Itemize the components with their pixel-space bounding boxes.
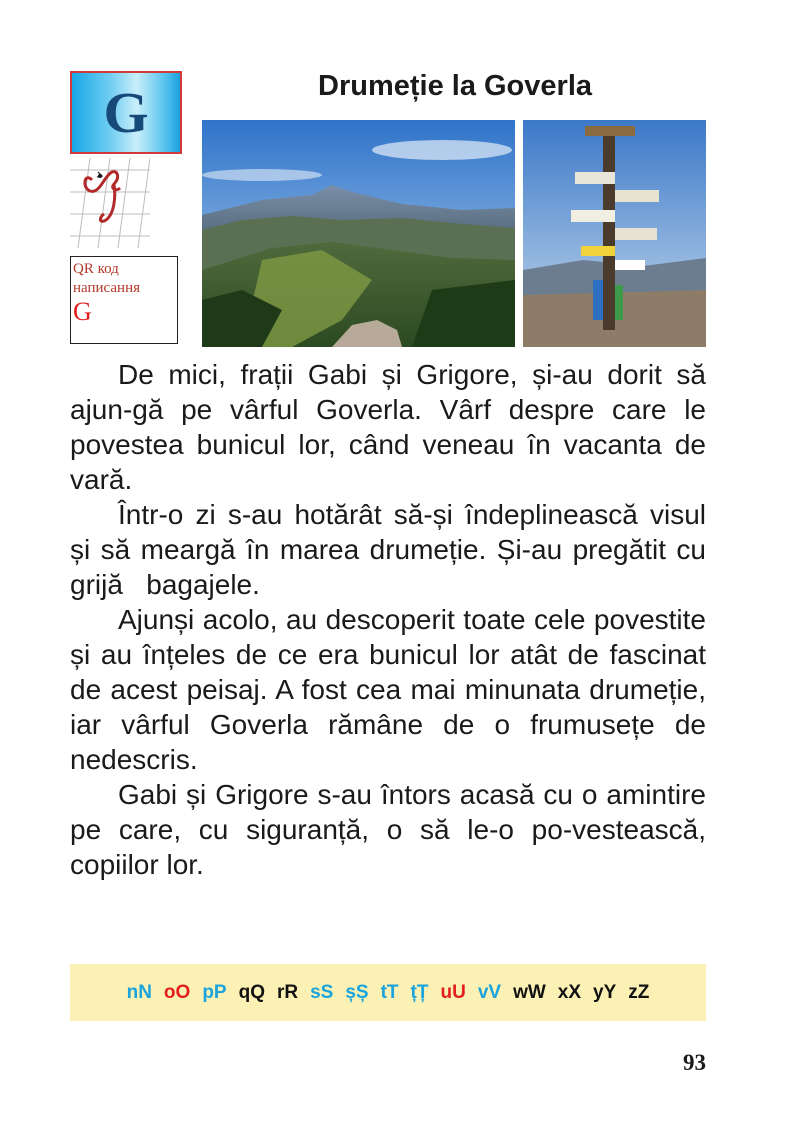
- letter-card: [70, 71, 182, 154]
- page-number: 93: [683, 1050, 706, 1075]
- qr-code-card[interactable]: [70, 256, 178, 344]
- letter-card-letter: G: [103, 79, 149, 145]
- alphabet-letter-pair: șȘ: [345, 981, 369, 1003]
- alphabet-letter-pair: tT: [380, 981, 399, 1003]
- alphabet-letter-pair: xX: [557, 981, 582, 1003]
- story-paragraph: Într-o zi s-au hotărât să-și îndeplinească visul și să meargă în marea drumeție. Și-au pregătit cu grijă bagajele.: [70, 499, 714, 600]
- summit-signpost-photo: [523, 120, 706, 347]
- alphabet-letter-pair: qQ: [238, 981, 265, 1003]
- alphabet-letter-pair: rR: [276, 981, 299, 1003]
- handwriting-sample: [70, 158, 150, 248]
- page-title: Drumeție la Goverla: [318, 70, 592, 102]
- alphabet-letter-pair: zZ: [628, 981, 650, 1003]
- story-paragraph: De mici, frații Gabi și Grigore, și-au dorit să ajun-gă pe vârful Goverla. Vârf despre care le povestea bunicul lor, când veneau în vacanta de vară.: [70, 359, 706, 495]
- alphabet-letter-pair: wW: [513, 981, 546, 1003]
- qr-label-line2: написання: [73, 280, 140, 296]
- story-paragraph: Ajunși acolo, au descoperit toate cele povestite și au înțeles de ce era bunicul lor atât de fascinat de acest peisaj. A fost cea mai minunata drumeție, iar vârful Goverla rămâne de o frumusețe de nedescris.: [70, 604, 706, 775]
- alphabet-letter-pair: uU: [440, 981, 466, 1003]
- alphabet-letter-pair: vV: [477, 981, 502, 1003]
- alphabet-strip: [70, 964, 706, 1021]
- alphabet-letter-pair: țȚ: [410, 981, 429, 1003]
- alphabet-letter-pair: oO: [163, 981, 191, 1003]
- alphabet-letter-pair: nN: [126, 981, 152, 1003]
- mountain-landscape-photo: [202, 120, 515, 347]
- qr-label-line1: QR код: [73, 261, 119, 277]
- alphabet-letter-pair: sS: [310, 981, 334, 1003]
- story-paragraph: Gabi și Grigore s-au întors acasă cu o amintire pe care, cu siguranță, o să le-o po-vestească, copiilor lor.: [70, 779, 706, 880]
- alphabet-letter-pair: pP: [202, 981, 227, 1003]
- story-text: [70, 357, 714, 882]
- alphabet-letter-pair: yY: [593, 981, 617, 1003]
- qr-letter: G: [73, 297, 92, 326]
